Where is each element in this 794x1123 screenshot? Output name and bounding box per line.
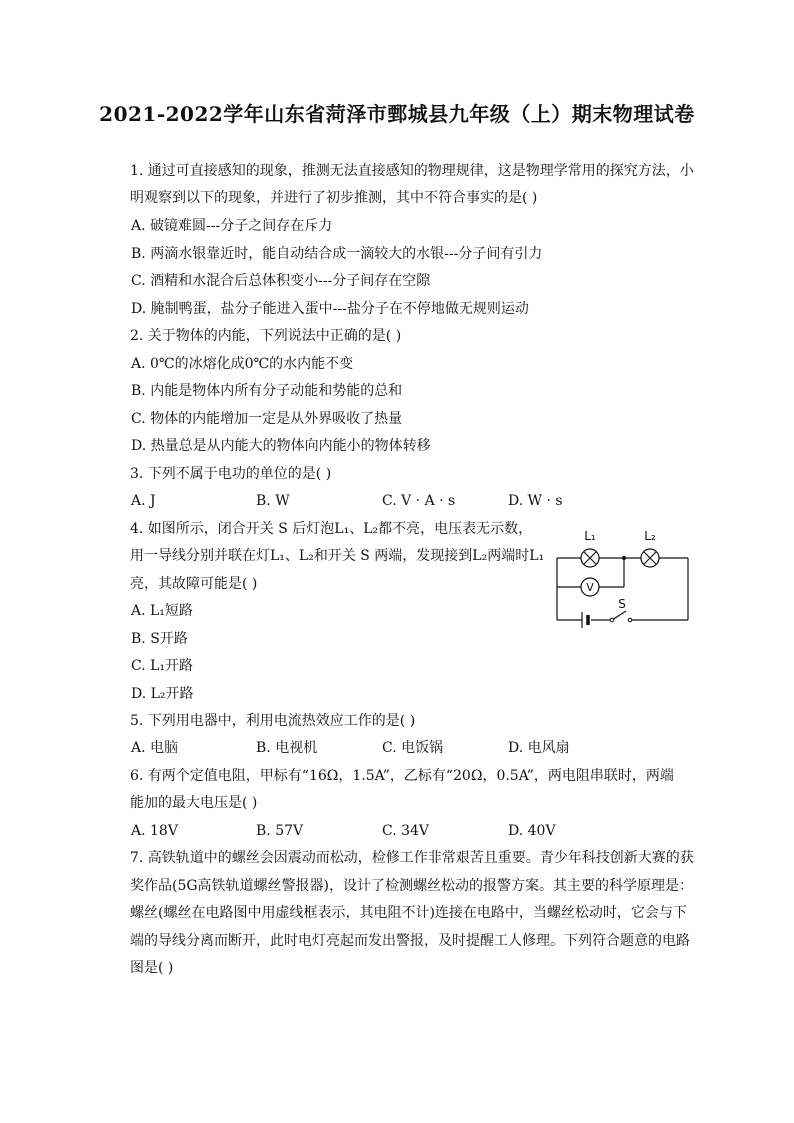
q4-option-d: D. L₂开路 [131, 686, 194, 702]
q3-option-c: C. V · A · s [382, 493, 456, 509]
q3-option-b: B. W [256, 493, 290, 509]
q2-stem: 2. 关于物体的内能，下列说法中正确的是( ) [130, 328, 402, 344]
q2-option-a: A. 0℃的冰熔化成0℃的水内能不变 [131, 356, 354, 372]
q1-option-d: D. 腌制鸭蛋，盐分子能进入蛋中---盐分子在不停地做无规则运动 [131, 301, 529, 317]
voltmeter-icon [581, 578, 599, 596]
q5-stem: 5. 下列用电器中，利用电流热效应工作的是( ) [130, 713, 416, 729]
l1-label: L₁ [584, 529, 596, 543]
q3-stem: 3. 下列不属于电功的单位的是( ) [130, 466, 332, 482]
q6-option-c: C. 34V [382, 823, 430, 839]
q7-stem-line-3: 螺丝(螺丝在电路图中用虚线框表示，其电阻不计)连接在电路中，当螺丝松动时，它会与下 [130, 905, 687, 921]
q5-option-c: C. 电饭锅 [382, 740, 444, 756]
q6-option-d: D. 40V [508, 823, 556, 839]
q1-option-c: C. 酒精和水混合后总体积变小---分子间存在空隙 [131, 273, 431, 289]
junction-dot [622, 556, 626, 560]
q2-option-d: D. 热量总是从内能大的物体向内能小的物体转移 [131, 438, 431, 454]
q7-stem-line-5: 图是( ) [130, 960, 174, 976]
q6-option-b: B. 57V [256, 823, 304, 839]
q1-stem-line-2: 明观察到以下的现象，并进行了初步推测，其中不符合事实的是( ) [130, 190, 538, 206]
battery-icon [582, 612, 588, 628]
q6-stem-line-2: 能加的最大电压是( ) [130, 795, 258, 811]
lamp-l1-icon [581, 549, 599, 567]
q1-option-b: B. 两滴水银靠近时，能自动结合成一滴较大的水银---分子间有引力 [131, 246, 543, 262]
l2-label: L₂ [644, 529, 656, 543]
q4-circuit-diagram [550, 524, 695, 628]
q2-option-b: B. 内能是物体内所有分子动能和势能的总和 [131, 383, 403, 399]
q4-stem-line-3: 亮，其故障可能是( ) [130, 576, 258, 592]
q6-stem-line-1: 6. 有两个定值电阻，甲标有“16Ω，1.5A”，乙标有“20Ω，0.5A”，两电阻串联时，两端 [130, 768, 674, 784]
q4-option-c: C. L₁开路 [131, 658, 194, 674]
q7-stem-line-4: 端的导线分离而断开，此时电灯亮起而发出警报，及时提醒工人修理。下列符合题意的电路 [130, 933, 690, 949]
q1-stem-line-1: 1. 通过可直接感知的现象，推测无法直接感知的物理规律，这是物理学常用的探究方法，小 [130, 163, 694, 179]
q4-option-a: A. L₁短路 [131, 603, 193, 619]
q5-option-a: A. 电脑 [131, 740, 179, 756]
q4-option-b: B. S开路 [131, 631, 188, 647]
q6-option-a: A. 18V [131, 823, 178, 839]
voltmeter-label: V [586, 581, 594, 594]
q3-option-a: A. J [131, 493, 156, 509]
q2-option-c: C. 物体的内能增加一定是从外界吸收了热量 [131, 411, 403, 427]
page-title: 2021-2022学年山东省菏泽市鄄城县九年级（上）期末物理试卷 [99, 102, 695, 126]
q4-stem-line-2: 用一导线分别并联在灯L₁、L₂和开关 S 两端，发现接到L₂两端时L₁ [130, 548, 545, 564]
q7-stem-line-1: 7. 高铁轨道中的螺丝会因震动而松动，检修工作非常艰苦且重要。青少年科技创新大赛的获 [130, 850, 694, 866]
q5-option-b: B. 电视机 [256, 740, 318, 756]
switch-icon [610, 618, 632, 622]
switch-label: S [618, 597, 626, 611]
q1-option-a: A. 破镜难圆---分子之间存在斥力 [131, 218, 333, 234]
q5-option-d: D. 电风扇 [508, 740, 570, 756]
q3-option-d: D. W · s [508, 493, 563, 509]
q4-stem-line-1: 4. 如图所示，闭合开关 S 后灯泡L₁、L₂都不亮，电压表无示数， [130, 521, 533, 537]
lamp-l2-icon [641, 549, 659, 567]
q7-stem-line-2: 奖作品(5G高铁轨道螺丝警报器)，设计了检测螺丝松动的报警方案。其主要的科学原理是： [130, 878, 694, 894]
